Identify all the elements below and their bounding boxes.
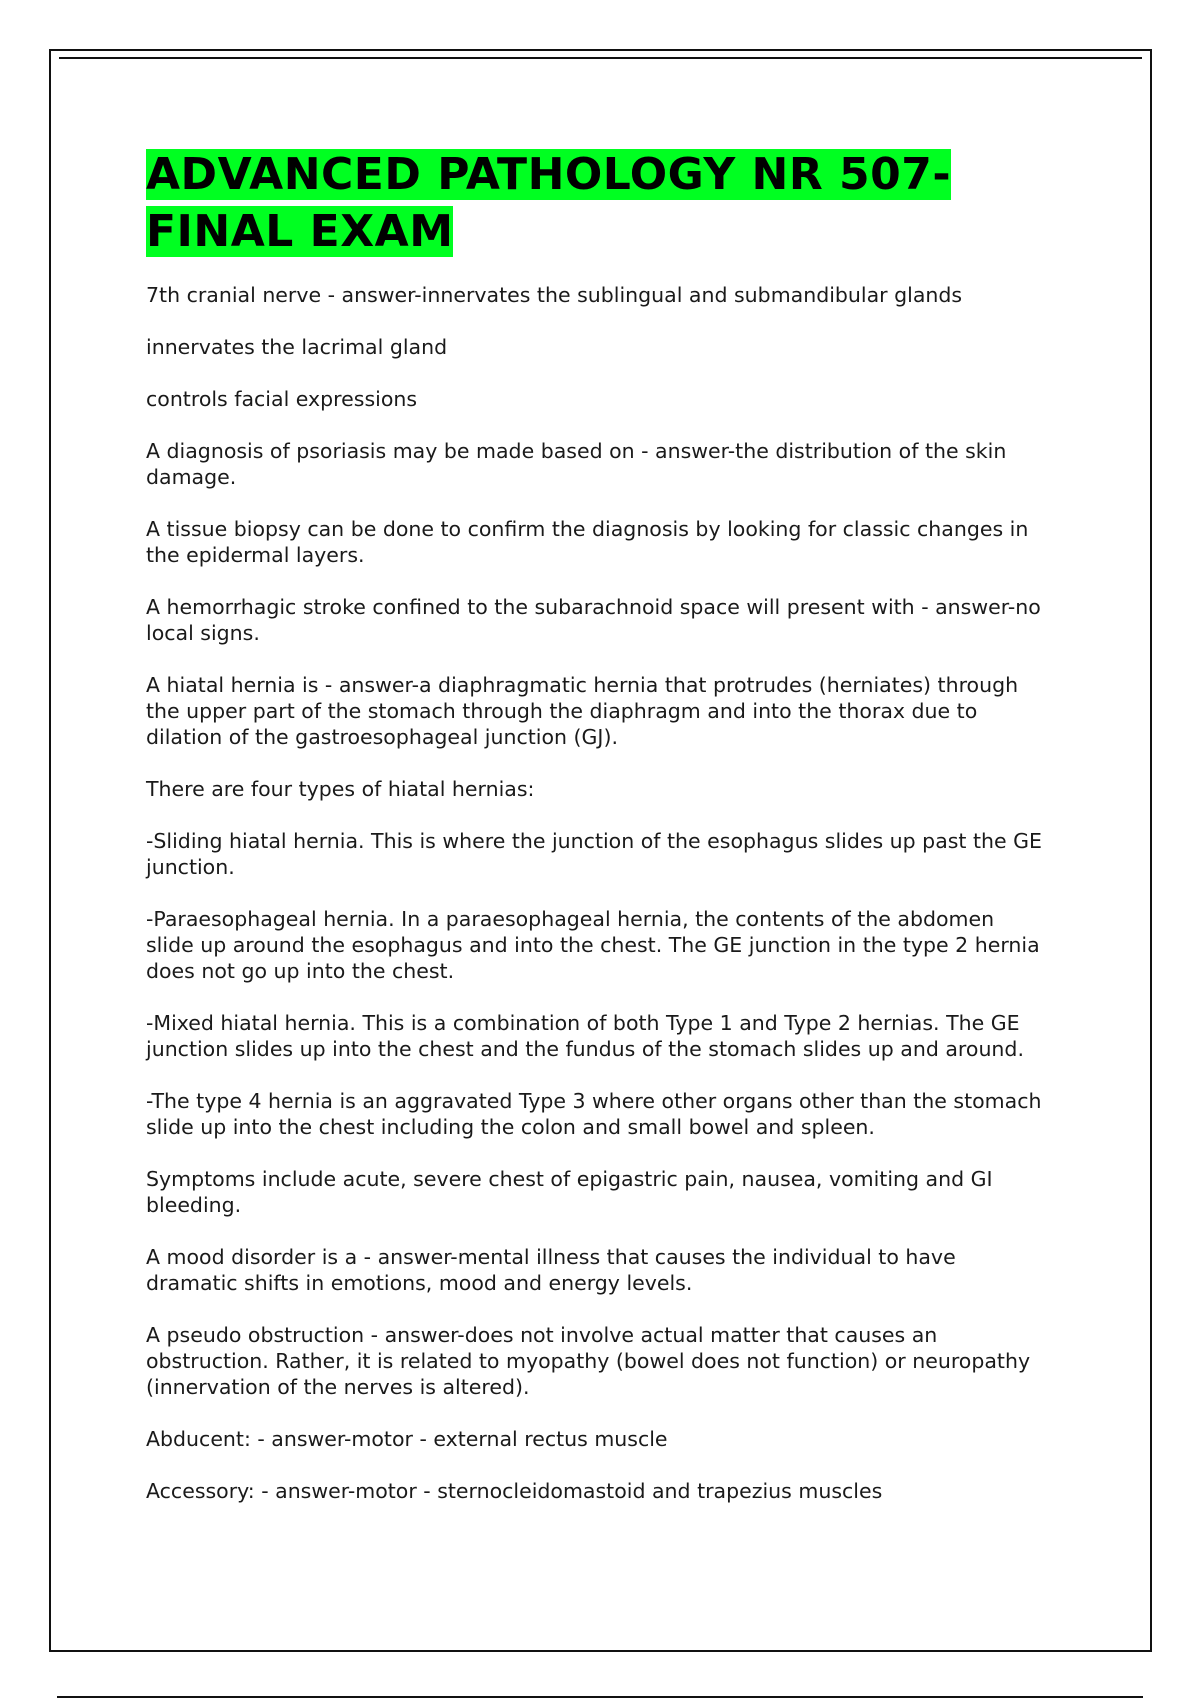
document-title-text: ADVANCED PATHOLOGY NR 507- FINAL EXAM: [146, 149, 952, 257]
entry-paragraph: A mood disorder is a - answer-mental illness that causes the individual to have dramatic shifts in emotions, mood and energy levels.: [146, 1245, 956, 1295]
entry-paragraph: Symptoms include acute, severe chest of epigastric pain, nausea, vomiting and GI bleeding.: [146, 1167, 993, 1217]
entry-paragraph: -Sliding hiatal hernia. This is where the junction of the esophagus slides up past the GE junction.: [146, 829, 1042, 879]
entry-paragraph: A pseudo obstruction - answer-does not involve actual matter that causes an obstruction. Rather, it is related to myopathy (bowel does not function) or neuropathy (innervation of the nerves is altered).: [146, 1323, 1031, 1399]
entry-paragraph: A hiatal hernia is - answer-a diaphragmatic hernia that protrudes (herniates) through the upper part of the stomach through the diaphragm and into the thorax due to dilation of the gastroesophageal junction (GJ).: [146, 673, 1019, 749]
entry-paragraph: A diagnosis of psoriasis may be made based on - answer-the distribution of the skin damage.: [146, 439, 1007, 489]
entry-paragraph: innervates the lacrimal gland: [146, 335, 448, 359]
document-title: [146, 146, 1046, 260]
entry-paragraph: A hemorrhagic stroke confined to the subarachnoid space will present with - answer-no local signs.: [146, 595, 1041, 645]
bottom-rule: [57, 1696, 1143, 1698]
document-body: [146, 146, 1046, 1530]
entry-paragraph: -Mixed hiatal hernia. This is a combination of both Type 1 and Type 2 hernias. The GE junction slides up into the chest and the fundus of the stomach slides up and around.: [146, 1011, 1024, 1061]
entry-paragraph: -The type 4 hernia is an aggravated Type 3 where other organs other than the stomach slide up into the chest including the colon and small bowel and spleen.: [146, 1089, 1042, 1139]
entry-paragraph: Accessory: - answer-motor - sternocleidomastoid and trapezius muscles: [146, 1479, 883, 1503]
entry-paragraph: A tissue biopsy can be done to confirm the diagnosis by looking for classic changes in the epidermal layers.: [146, 517, 1029, 567]
entry-paragraph: controls facial expressions: [146, 387, 418, 411]
entry-paragraph: There are four types of hiatal hernias:: [146, 777, 535, 801]
top-rule: [59, 57, 1142, 59]
entry-paragraph: Abducent: - answer-motor - external rectus muscle: [146, 1427, 668, 1451]
entry-paragraph: -Paraesophageal hernia. In a paraesophageal hernia, the contents of the abdomen slide up around the esophagus and into the chest. The GE junction in the type 2 hernia does not go up into the chest.: [146, 907, 1040, 983]
entry-paragraph: 7th cranial nerve - answer-innervates the sublingual and submandibular glands: [146, 283, 963, 307]
